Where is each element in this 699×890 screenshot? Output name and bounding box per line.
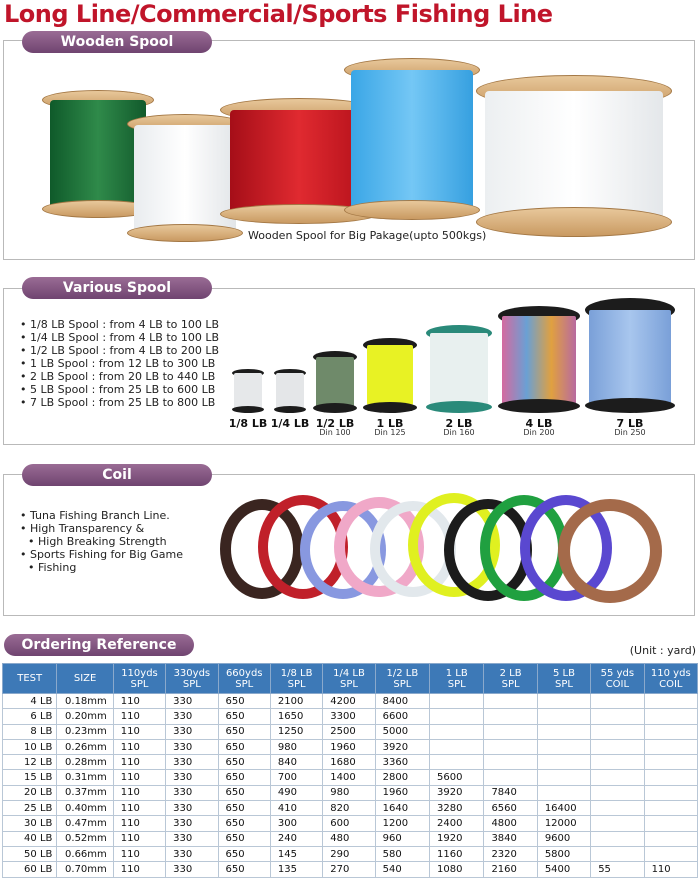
table-cell: 4 LB <box>3 694 57 709</box>
table-row <box>3 801 698 816</box>
table-cell: 8400 <box>375 694 429 709</box>
spool-label: 2 LB <box>445 417 473 430</box>
table-cell <box>591 755 644 770</box>
table-row <box>3 739 698 754</box>
table-cell: 10 LB <box>3 739 57 754</box>
spool-din: Din 200 <box>523 428 555 437</box>
table-cell: 110 <box>113 694 165 709</box>
table-cell: 145 <box>270 846 322 861</box>
table-cell: 650 <box>218 831 270 846</box>
table-cell <box>591 739 644 754</box>
table-cell: 3840 <box>484 831 537 846</box>
column-header: 1/4 LB SPL <box>323 664 375 694</box>
list-item: • 1/2 LB Spool : from 4 LB to 200 LB <box>20 344 219 357</box>
table-cell: 300 <box>270 816 322 831</box>
table-cell <box>591 846 644 861</box>
spool-label: 1/2 LB <box>315 417 355 430</box>
table-cell: 410 <box>270 801 322 816</box>
table-cell: 0.52mm <box>57 831 113 846</box>
section-heading-various-spool: Various Spool <box>22 277 212 299</box>
table-cell: 1640 <box>375 801 429 816</box>
table-cell: 330 <box>166 694 218 709</box>
spool-1-4-lb <box>274 369 306 413</box>
table-cell: 650 <box>218 816 270 831</box>
spool-1-lb <box>363 338 417 413</box>
table-cell <box>644 846 697 861</box>
table-cell <box>484 755 537 770</box>
table-cell <box>644 831 697 846</box>
table-cell: 2500 <box>323 724 375 739</box>
table-cell <box>430 709 484 724</box>
table-row <box>3 724 698 739</box>
table-cell <box>591 694 644 709</box>
table-cell: 50 LB <box>3 846 57 861</box>
table-cell: 820 <box>323 801 375 816</box>
table-cell: 650 <box>218 724 270 739</box>
various-spool-list <box>20 318 219 409</box>
table-cell: 290 <box>323 846 375 861</box>
table-cell <box>591 785 644 800</box>
table-cell <box>644 801 697 816</box>
table-cell <box>430 755 484 770</box>
column-header: 5 LB SPL <box>537 664 590 694</box>
section-heading-coil: Coil <box>22 464 212 486</box>
spool-din: Din 250 <box>614 428 646 437</box>
table-cell: 5800 <box>537 846 590 861</box>
table-row <box>3 785 698 800</box>
table-cell: 6 LB <box>3 709 57 724</box>
spool-label: 1 LB <box>376 417 404 430</box>
table-cell <box>644 770 697 785</box>
table-cell: 3920 <box>375 739 429 754</box>
table-cell: 4200 <box>323 694 375 709</box>
list-item: • Tuna Fishing Branch Line. <box>20 509 183 522</box>
table-cell: 330 <box>166 862 218 877</box>
table-cell: 480 <box>323 831 375 846</box>
table-cell: 980 <box>323 785 375 800</box>
table-cell: 110 <box>113 724 165 739</box>
table-cell: 110 <box>644 862 697 877</box>
table-cell: 1650 <box>270 709 322 724</box>
list-item: • 5 LB Spool : from 25 LB to 600 LB <box>20 383 219 396</box>
blue-wooden-spool <box>344 58 480 220</box>
table-cell: 6600 <box>375 709 429 724</box>
table-cell: 1960 <box>323 739 375 754</box>
spool-7-lb <box>585 298 675 413</box>
spool-label: 4 LB <box>525 417 553 430</box>
column-header: 110yds SPL <box>113 664 165 694</box>
table-cell <box>591 770 644 785</box>
table-cell: 1160 <box>430 846 484 861</box>
section-heading-ordering-reference: Ordering Reference <box>4 634 194 656</box>
table-cell: 6560 <box>484 801 537 816</box>
table-cell: 1080 <box>430 862 484 877</box>
column-header: 330yds SPL <box>166 664 218 694</box>
table-cell <box>644 739 697 754</box>
table-cell <box>591 816 644 831</box>
table-cell: 840 <box>270 755 322 770</box>
table-row <box>3 862 698 877</box>
spool-2-lb <box>426 325 492 413</box>
table-cell: 2100 <box>270 694 322 709</box>
table-cell <box>591 724 644 739</box>
table-cell: 600 <box>323 816 375 831</box>
table-cell <box>484 694 537 709</box>
column-header: 2 LB SPL <box>484 664 537 694</box>
column-header: 1/8 LB SPL <box>270 664 322 694</box>
table-cell: 40 LB <box>3 831 57 846</box>
table-cell: 2160 <box>484 862 537 877</box>
table-cell: 8 LB <box>3 724 57 739</box>
list-item: • 1/4 LB Spool : from 4 LB to 100 LB <box>20 331 219 344</box>
spool-1-8-lb <box>232 369 264 413</box>
table-cell: 270 <box>323 862 375 877</box>
table-cell <box>537 755 590 770</box>
table-cell: 3360 <box>375 755 429 770</box>
table-cell: 330 <box>166 724 218 739</box>
table-cell: 5000 <box>375 724 429 739</box>
table-cell <box>537 724 590 739</box>
spool-4-lb <box>498 306 580 413</box>
list-item: • Sports Fishing for Big Game <box>20 548 183 561</box>
table-cell: 9600 <box>537 831 590 846</box>
table-cell: 110 <box>113 755 165 770</box>
table-cell: 5600 <box>430 770 484 785</box>
column-header: 1/2 LB SPL <box>375 664 429 694</box>
table-cell: 330 <box>166 785 218 800</box>
table-cell: 5400 <box>537 862 590 877</box>
spool-label: 1/4 LB <box>270 417 310 430</box>
table-cell: 30 LB <box>3 816 57 831</box>
column-header: 660yds SPL <box>218 664 270 694</box>
table-cell <box>644 709 697 724</box>
page-title: Long Line/Commercial/Sports Fishing Line <box>4 0 553 28</box>
table-cell: 960 <box>375 831 429 846</box>
table-cell <box>644 755 697 770</box>
column-header: 1 LB SPL <box>430 664 484 694</box>
table-cell: 650 <box>218 801 270 816</box>
table-cell <box>644 816 697 831</box>
table-cell: 16400 <box>537 801 590 816</box>
table-cell: 20 LB <box>3 785 57 800</box>
table-cell: 700 <box>270 770 322 785</box>
coil-copper <box>558 499 662 603</box>
table-cell <box>644 694 697 709</box>
table-cell: 12 LB <box>3 755 57 770</box>
table-cell: 330 <box>166 709 218 724</box>
table-cell: 240 <box>270 831 322 846</box>
table-cell: 330 <box>166 816 218 831</box>
table-cell: 110 <box>113 739 165 754</box>
table-cell: 110 <box>113 801 165 816</box>
spool-din: Din 100 <box>319 428 351 437</box>
table-cell: 650 <box>218 862 270 877</box>
table-cell: 650 <box>218 739 270 754</box>
table-cell: 110 <box>113 709 165 724</box>
table-cell: 980 <box>270 739 322 754</box>
table-row <box>3 816 698 831</box>
table-cell: 15 LB <box>3 770 57 785</box>
list-item: • 1 LB Spool : from 12 LB to 300 LB <box>20 357 219 370</box>
table-cell <box>430 694 484 709</box>
table-cell: 580 <box>375 846 429 861</box>
table-cell: 1920 <box>430 831 484 846</box>
spool-label: 7 LB <box>616 417 644 430</box>
table-cell: 2800 <box>375 770 429 785</box>
table-cell: 1960 <box>375 785 429 800</box>
spool-1-2-lb <box>313 351 357 413</box>
table-cell: 0.40mm <box>57 801 113 816</box>
wooden-spool-panel <box>3 40 695 260</box>
table-cell: 490 <box>270 785 322 800</box>
table-cell: 135 <box>270 862 322 877</box>
table-cell: 3280 <box>430 801 484 816</box>
table-cell: 0.70mm <box>57 862 113 877</box>
table-cell: 110 <box>113 862 165 877</box>
list-item: • High Transparency & <box>20 522 183 535</box>
table-cell: 0.26mm <box>57 739 113 754</box>
table-cell <box>537 739 590 754</box>
table-cell: 0.66mm <box>57 846 113 861</box>
table-cell: 650 <box>218 770 270 785</box>
table-cell: 650 <box>218 846 270 861</box>
table-cell: 1400 <box>323 770 375 785</box>
table-header-row <box>3 664 698 694</box>
table-cell <box>430 739 484 754</box>
section-heading-wooden-spool: Wooden Spool <box>22 31 212 53</box>
table-cell: 0.28mm <box>57 755 113 770</box>
column-header: 110 yds COIL <box>644 664 697 694</box>
table-cell: 330 <box>166 755 218 770</box>
table-cell: 0.20mm <box>57 709 113 724</box>
table-cell: 1200 <box>375 816 429 831</box>
table-cell <box>430 724 484 739</box>
table-cell: 2320 <box>484 846 537 861</box>
table-cell: 1680 <box>323 755 375 770</box>
table-cell: 330 <box>166 846 218 861</box>
table-cell <box>484 739 537 754</box>
table-cell <box>644 724 697 739</box>
table-body <box>3 694 698 878</box>
table-cell: 0.47mm <box>57 816 113 831</box>
table-row <box>3 755 698 770</box>
table-cell: 110 <box>113 831 165 846</box>
table-cell <box>591 709 644 724</box>
table-cell <box>537 770 590 785</box>
spool-din: Din 125 <box>374 428 406 437</box>
table-cell: 12000 <box>537 816 590 831</box>
table-cell: 60 LB <box>3 862 57 877</box>
unit-note: (Unit : yard) <box>629 644 696 657</box>
spool-din: Din 160 <box>443 428 475 437</box>
list-item: • Fishing <box>20 561 183 574</box>
wooden-spool-caption: Wooden Spool for Big Pakage(upto 500kgs) <box>248 229 487 242</box>
list-item: • High Breaking Strength <box>20 535 183 548</box>
table-cell: 1250 <box>270 724 322 739</box>
table-cell: 7840 <box>484 785 537 800</box>
table-cell: 110 <box>113 770 165 785</box>
table-cell: 330 <box>166 831 218 846</box>
table-row <box>3 831 698 846</box>
list-item: • 7 LB Spool : from 25 LB to 800 LB <box>20 396 219 409</box>
table-cell: 25 LB <box>3 801 57 816</box>
table-cell: 110 <box>113 785 165 800</box>
table-cell: 650 <box>218 755 270 770</box>
table-cell: 330 <box>166 801 218 816</box>
table-row <box>3 709 698 724</box>
table-cell: 0.23mm <box>57 724 113 739</box>
table-cell <box>644 785 697 800</box>
table-cell: 4800 <box>484 816 537 831</box>
table-cell: 110 <box>113 846 165 861</box>
table-cell: 55 <box>591 862 644 877</box>
spool-label: 1/8 LB <box>228 417 268 430</box>
large-white-wooden-spool <box>476 75 672 237</box>
table-cell: 0.18mm <box>57 694 113 709</box>
table-cell <box>484 770 537 785</box>
table-cell: 0.31mm <box>57 770 113 785</box>
table-cell: 650 <box>218 694 270 709</box>
table-row <box>3 770 698 785</box>
table-cell: 3300 <box>323 709 375 724</box>
table-cell <box>537 709 590 724</box>
table-cell: 650 <box>218 709 270 724</box>
coil-feature-list <box>20 509 183 574</box>
table-cell: 330 <box>166 770 218 785</box>
table-cell <box>591 801 644 816</box>
coil-image <box>218 493 668 605</box>
column-header: SIZE <box>57 664 113 694</box>
table-cell: 650 <box>218 785 270 800</box>
column-header: 55 yds COIL <box>591 664 644 694</box>
table-cell <box>484 709 537 724</box>
column-header: TEST <box>3 664 57 694</box>
table-cell: 3920 <box>430 785 484 800</box>
list-item: • 2 LB Spool : from 20 LB to 440 LB <box>20 370 219 383</box>
table-cell <box>591 831 644 846</box>
ordering-reference-table <box>2 663 698 878</box>
table-cell <box>537 694 590 709</box>
list-item: • 1/8 LB Spool : from 4 LB to 100 LB <box>20 318 219 331</box>
table-cell <box>484 724 537 739</box>
table-cell: 110 <box>113 816 165 831</box>
table-cell: 540 <box>375 862 429 877</box>
table-cell: 0.37mm <box>57 785 113 800</box>
table-cell <box>537 785 590 800</box>
table-cell: 330 <box>166 739 218 754</box>
table-cell: 2400 <box>430 816 484 831</box>
table-row <box>3 694 698 709</box>
table-row <box>3 846 698 861</box>
